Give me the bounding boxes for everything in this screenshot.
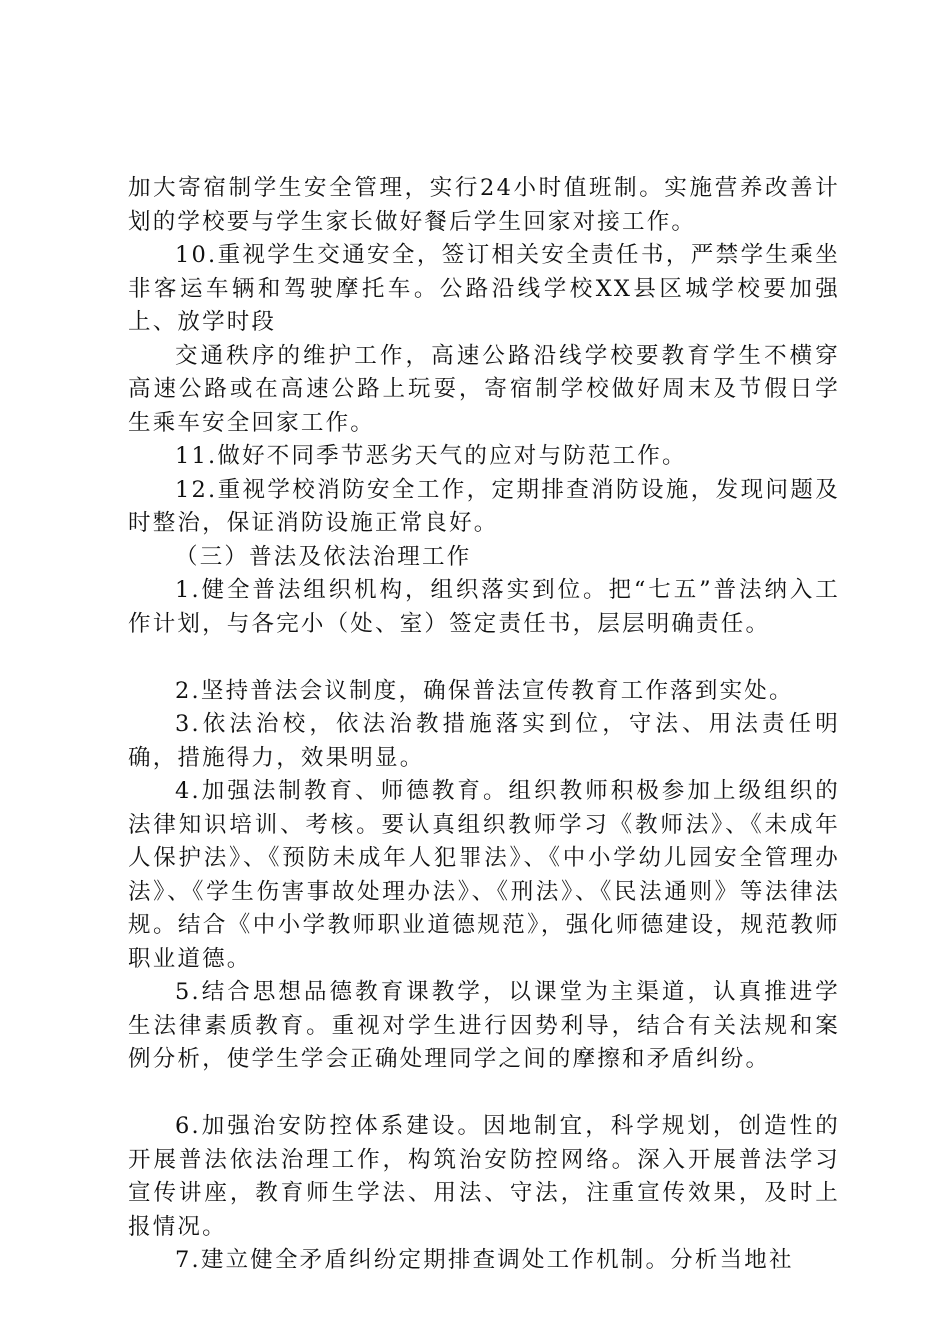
paragraph-law-5: 5.结合思想品德教育课教学，以课堂为主渠道，认真推进学生法律素质教育。重视对学生进行因势利导，结合有关法规和案例分析，使学生学会正确处理同学之间的摩擦和矛盾纠纷。 bbox=[128, 979, 840, 1072]
paragraph-law-6: 6.加强治安防控体系建设。因地制宜，科学规划，创造性的开展普法依法治理工作，构筑治安防控网络。深入开展普法学习宣传讲座，教育师生学法、用法、守法，注重宣传效果，及时上报情况。 bbox=[128, 1113, 840, 1240]
paragraph-item-11: 11.做好不同季节恶劣天气的应对与防范工作。 bbox=[175, 443, 687, 469]
paragraph-law-3: 3.依法治校，依法治教措施落实到位，守法、用法责任明确，措施得力，效果明显。 bbox=[128, 711, 840, 771]
paragraph-item-10-cont: 交通秩序的维护工作，高速公路沿线学校要教育学生不横穿高速公路或在高速公路上玩耍，寄宿制学校做好周末及节假日学生乘车安全回家工作。 bbox=[128, 342, 840, 436]
paragraph-item-12: 12.重视学校消防安全工作，定期排查消防设施，发现问题及时整治，保证消防设施正常良好。 bbox=[128, 476, 840, 536]
section-heading: （三）普法及依法治理工作 bbox=[175, 543, 472, 570]
document-body bbox=[128, 172, 840, 1278]
paragraph-law-2: 2.坚持普法会议制度，确保普法宣传教育工作落到实处。 bbox=[175, 677, 794, 704]
paragraph-law-1: 1.健全普法组织机构，组织落实到位。把“七五”普法纳入工作计划，与各完小（处、室）签定责任书，层层明确责任。 bbox=[128, 577, 840, 637]
paragraph-law-4: 4.加强法制教育、师德教育。组织教师积极参加上级组织的法律知识培训、考核。要认真组织教师学习《教师法》、《未成年人保护法》、《预防未成年人犯罪法》、《中小学幼儿园安全管理办法》、《学生伤害事故处理办法》、《刑法》、《民法通则》等法律法规。结合《中小学教师职业道德规范》，强化师德建设，规范教师职业道德。 bbox=[128, 778, 840, 972]
paragraph-item-10: 10.重视学生交通安全，签订相关安全责任书，严禁学生乘坐非客运车辆和驾驶摩托车。公路沿线学校XX县区城学校要加强上、放学时段 bbox=[128, 242, 840, 335]
paragraph-law-7: 7.建立健全矛盾纠纷定期排查调处工作机制。分析当地社 bbox=[175, 1247, 794, 1273]
paragraph-continuation: 加大寄宿制学生安全管理，实行24小时值班制。实施营养改善计划的学校要与学生家长做好餐后学生回家对接工作。 bbox=[128, 175, 840, 235]
